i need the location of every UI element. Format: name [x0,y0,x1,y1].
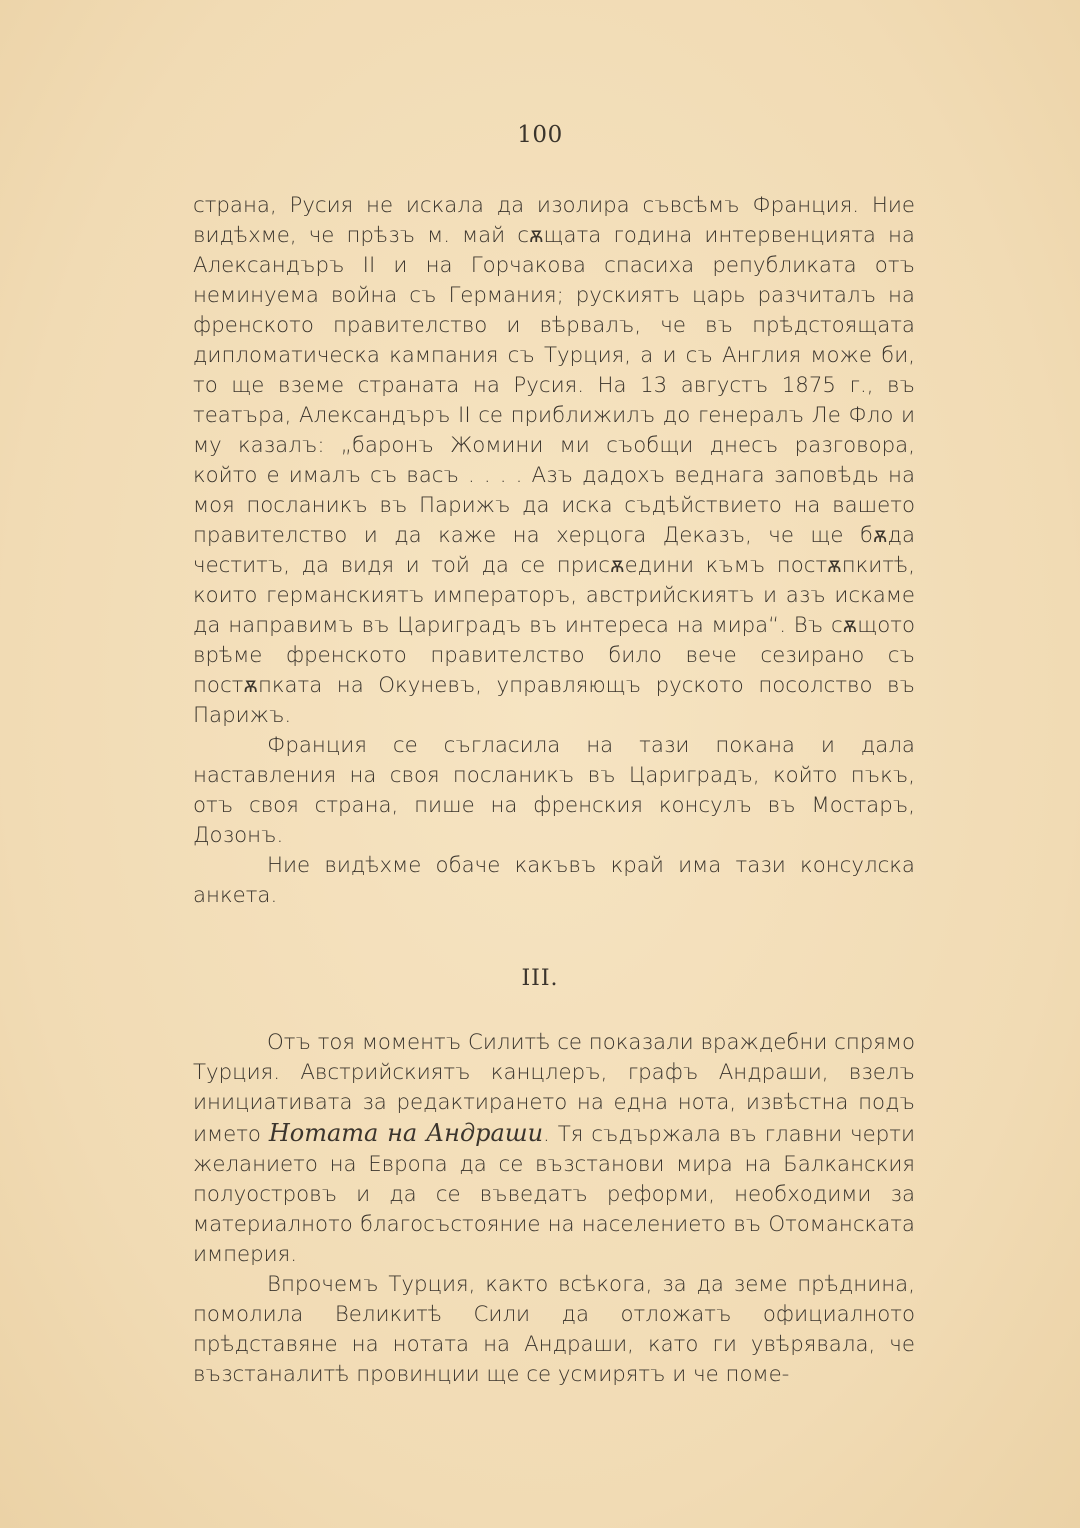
paragraph: Франция се съгласила на тази покана и дала наставления на своя посланикъ въ Цариградъ, който пъкъ, отъ своя страна, пише на френския консулъ въ Мостаръ, Дозонъ. [193,733,915,848]
text-block-lower [193,1028,915,1390]
page-number: 100 [517,122,563,148]
emphasized-title: Нотата на Андраши [268,1119,544,1147]
paragraph-text: Отъ тоя моментъ Силитѣ се показали враждебни спрямо Турция. Австрийскиятъ канцлеръ, графъ Андраши, взелъ инициативата за редактирането на една нота, извѣстна подъ името [193,1030,915,1147]
paragraph: страна, Русия не искала да изолира съвсѣмъ Франция. Ние видѣхме, че прѣзъ м. май сѫщата година интервенцията на Александъръ II и на Горчакова спасиха републиката отъ неминуема война съ Германия; рускиятъ царь разчиталъ на френското правителство и вѣрвалъ, че въ прѣдстоящата дипломатическа кампания съ Турция, а и съ Англия може би, то ще вземе страната на Русия. На 13 августъ 1875 г., въ театъра, Александъръ II се приближилъ до генералъ Ле Фло и му казалъ: „баронъ Жомини ми съобщи днесъ разговора, който е ималъ съ васъ . . . . Азъ дадохъ веднага заповѣдь на моя посланикъ въ Парижъ да иска съдѣйствието на вашето правителство и да каже на херцога Деказъ, че ще бѫда честитъ, да видя и той да се присѫедини къмъ постѫпкитѣ, които германскиятъ императоръ, австрийскиятъ и азъ искаме да направимъ въ Цариградъ въ интереса на мира“. Въ сѫщото врѣме френското правителство било вече сезирано съ постѫпката на Окуневъ, управляющъ руското посолство въ Парижъ. [193,193,915,728]
paragraph: Впрочемъ Турция, както всѣкога, за да земе прѣднина, помолила Великитѣ Сили да отложатъ официалното прѣдставяне на нотата на Андраши, като ги увѣрявала, че възстаналитѣ провинции ще се усмирятъ и че поме- [193,1272,915,1387]
paragraph [193,1028,915,1270]
text-block-upper [193,191,915,911]
paragraph-text: . Тя съдържала въ главни черти желанието на Европа да се възстанови мира на Балканския полуостровъ и да се въведатъ реформи, необходими за материалното благосъстояние на населението въ Отоманската империя. [193,1122,915,1267]
section-heading: III. [521,966,559,991]
paragraph: Ние видѣхме обаче какъвъ край има тази консулска анкета. [193,853,915,908]
